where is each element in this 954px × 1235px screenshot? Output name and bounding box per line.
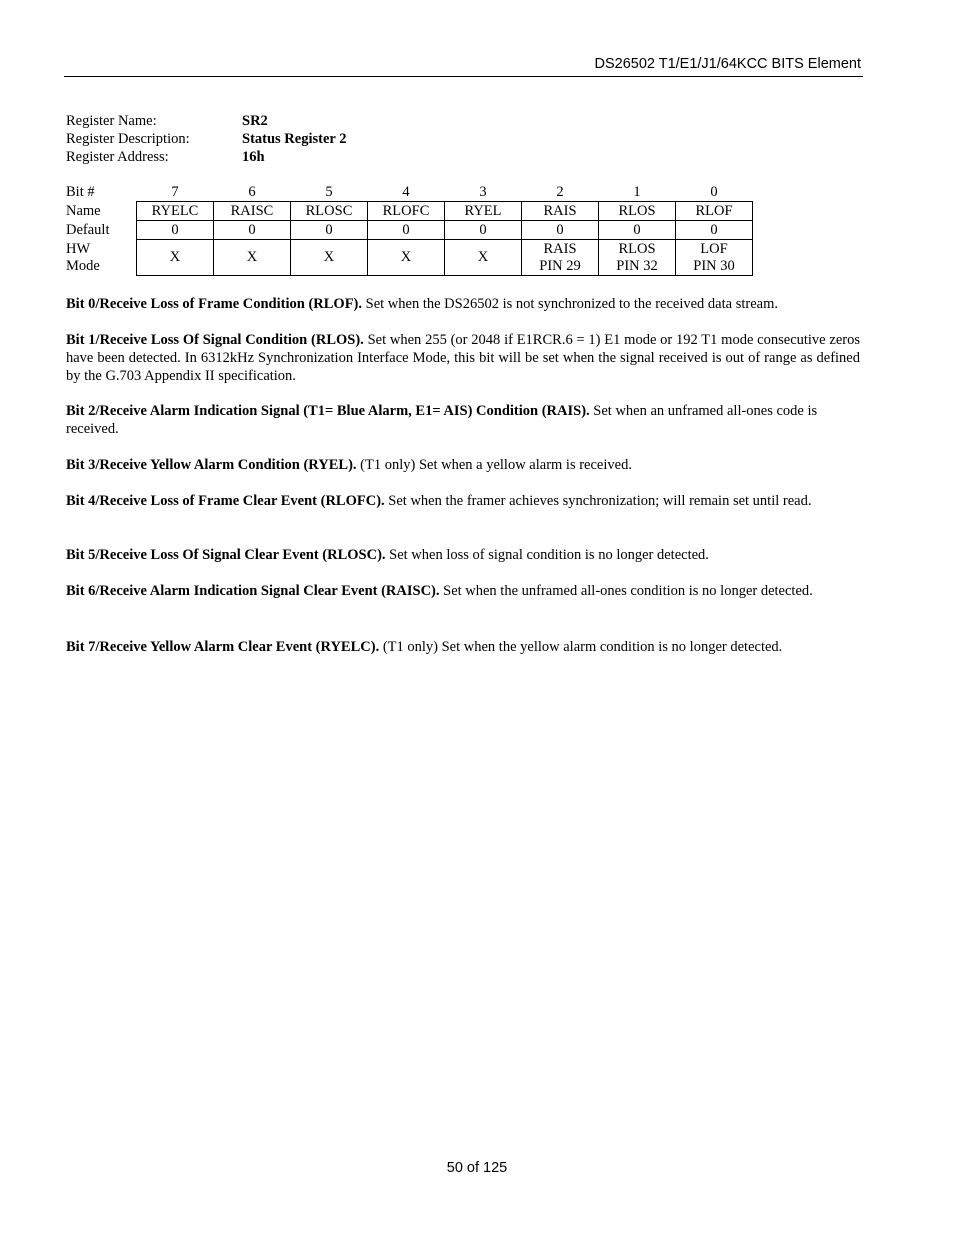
bit-name-row <box>64 202 753 221</box>
bit-default-cell: 0 <box>368 221 445 240</box>
bit-default-cell: 0 <box>599 221 676 240</box>
header-title: DS26502 T1/E1/J1/64KCC BITS Element <box>594 56 861 72</box>
bit-name-cell: RYELC <box>137 202 214 221</box>
bit-name-cell: RAISC <box>214 202 291 221</box>
bit-hw-mode-cell <box>137 240 214 276</box>
hw-mode-line2: PIN 30 <box>693 257 735 274</box>
bit-description-1 <box>66 331 860 385</box>
hw-mode-line1: X <box>400 249 412 265</box>
bit-name-cell: RLOF <box>676 202 753 221</box>
bit-number: 1 <box>633 183 641 200</box>
bit-description-title: Bit 1/Receive Loss Of Signal Condition (RLOS). <box>66 332 364 348</box>
bit-description-text: Set when loss of signal condition is no longer detected. <box>385 547 709 563</box>
bit-name-cell: RYEL <box>445 202 522 221</box>
bit-name-cell: RAIS <box>522 202 599 221</box>
bit-description-title: Bit 5/Receive Loss Of Signal Clear Event (RLOSC). <box>66 547 386 563</box>
hw-mode-line1: X <box>246 249 258 265</box>
hw-mode-line1: X <box>323 249 335 265</box>
register-address-row <box>66 148 346 166</box>
bit-description-title: Bit 3/Receive Yellow Alarm Condition (RYEL). <box>66 457 357 473</box>
bit-hw-mode-cell <box>368 240 445 276</box>
hw-mode-line2: PIN 29 <box>539 257 581 274</box>
bit-hw-mode-cell <box>291 240 368 276</box>
hw-mode-line1: LOF <box>700 240 728 257</box>
register-description-value: Status Register 2 <box>242 131 347 147</box>
bit-number: 2 <box>556 183 564 200</box>
bit-description-text: (T1 only) Set when the yellow alarm condition is no longer detected. <box>379 639 783 655</box>
register-address-label: Register Address: <box>66 149 169 165</box>
register-name-label: Register Name: <box>66 113 157 129</box>
hw-mode-line1: RLOS <box>618 240 656 257</box>
bit-description-4 <box>66 492 860 510</box>
bit-default-cell: 0 <box>445 221 522 240</box>
register-name-value: SR2 <box>242 113 268 129</box>
bit-description-7 <box>66 638 860 656</box>
hw-mode-line1: X <box>169 249 181 265</box>
bit-default-label: Default <box>66 221 110 238</box>
register-name-row <box>66 112 346 130</box>
bit-hw-mode-row <box>64 240 753 276</box>
bit-number: 7 <box>171 183 179 200</box>
page-number: 50 of 125 <box>446 1160 508 1176</box>
hw-label-line2: Mode <box>66 257 100 274</box>
bit-number-label: Bit # <box>66 183 95 200</box>
bit-name-cell: RLOFC <box>368 202 445 221</box>
bit-default-row <box>64 221 753 240</box>
bit-hw-mode-cell <box>676 240 753 276</box>
register-info <box>66 112 346 166</box>
bit-default-cell: 0 <box>137 221 214 240</box>
bit-name-cell: RLOS <box>599 202 676 221</box>
bit-description-title: Bit 4/Receive Loss of Frame Clear Event (RLOFC). <box>66 493 385 509</box>
bit-table <box>64 183 753 276</box>
bit-name-cell: RLOSC <box>291 202 368 221</box>
bit-number: 4 <box>402 183 410 200</box>
bit-hw-mode-label <box>64 240 137 276</box>
register-description-label: Register Description: <box>66 131 190 147</box>
bit-default-cell: 0 <box>522 221 599 240</box>
register-description-row <box>66 130 346 148</box>
bit-description-title: Bit 6/Receive Alarm Indication Signal Clear Event (RAISC). <box>66 583 440 599</box>
bit-description-title: Bit 7/Receive Yellow Alarm Clear Event (RYELC). <box>66 639 380 655</box>
register-address-value: 16h <box>242 149 265 165</box>
bit-hw-mode-cell <box>599 240 676 276</box>
bit-description-2 <box>66 402 860 438</box>
bit-default-cell: 0 <box>214 221 291 240</box>
bit-default-cell: 0 <box>291 221 368 240</box>
bit-description-text: Set when the DS26502 is not synchronized to the received data stream. <box>362 296 778 312</box>
bit-description-5 <box>66 546 860 564</box>
bit-hw-mode-cell <box>522 240 599 276</box>
bit-description-3 <box>66 456 860 474</box>
bit-description-text: Set when 255 (or 2048 if E1RCR.6 = 1) E1 mode or 192 T1 mode consecutive zeros have been detected. In 6312kHz Synchronization Interface Mode, this bit will be set when the signal received is out of range as defined by the G.703 Appendix II specification. <box>66 332 860 384</box>
bit-description-title: Bit 0/Receive Loss of Frame Condition (RLOF). <box>66 296 363 312</box>
hw-mode-line2: PIN 32 <box>616 257 658 274</box>
bit-default-cell: 0 <box>676 221 753 240</box>
bit-hw-mode-cell <box>214 240 291 276</box>
bit-description-text: Set when an unframed all-ones code is received. <box>66 403 818 437</box>
bit-number: 6 <box>248 183 256 200</box>
bit-description-text: (T1 only) Set when a yellow alarm is received. <box>356 457 632 473</box>
hw-mode-line1: RAIS <box>543 240 577 257</box>
bit-description-6 <box>66 582 860 600</box>
header-divider <box>64 76 863 77</box>
bit-hw-mode-cell <box>445 240 522 276</box>
bit-description-text: Set when the framer achieves synchronization; will remain set until read. <box>384 493 812 509</box>
bit-number: 0 <box>710 183 718 200</box>
bit-number: 3 <box>479 183 487 200</box>
hw-mode-line1: X <box>477 249 489 265</box>
bit-number-row <box>64 183 753 202</box>
bit-description-text: Set when the unframed all-ones condition is no longer detected. <box>439 583 813 599</box>
bit-number: 5 <box>325 183 333 200</box>
bit-description-title: Bit 2/Receive Alarm Indication Signal (T1= Blue Alarm, E1= AIS) Condition (RAIS). <box>66 403 590 419</box>
bit-description-0 <box>66 295 860 313</box>
bit-name-label: Name <box>66 202 101 219</box>
hw-label-line1: HW <box>66 240 91 257</box>
